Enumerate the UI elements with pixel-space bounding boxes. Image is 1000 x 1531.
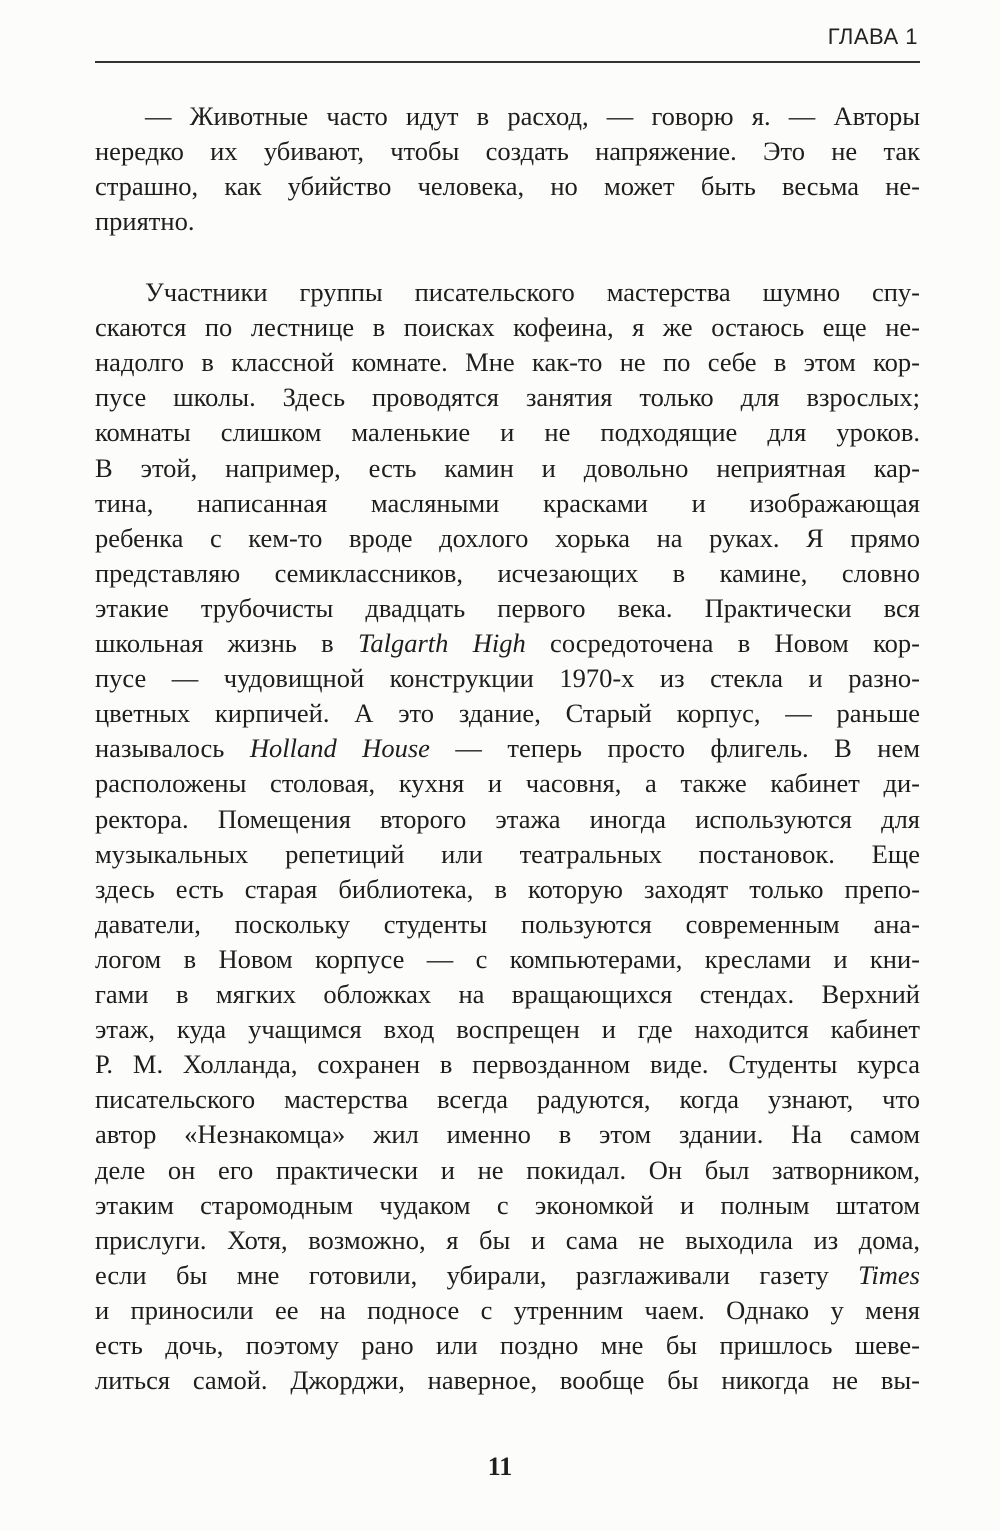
text-segment: этаж, куда учащимся вход воспрещен и где находится кабинет: [95, 1014, 920, 1045]
text-segment: приятно.: [95, 206, 195, 237]
text-line: [95, 696, 920, 731]
text-segment: литься самой. Джорджи, наверное, вообще бы никогда не вы-: [95, 1365, 920, 1396]
text-line: [95, 1117, 920, 1152]
text-segment: расположены столовая, кухня и часовня, а также кабинет ди-: [95, 768, 920, 799]
text-line: [95, 907, 920, 942]
text-line: [95, 415, 920, 450]
text-segment: Участники группы писательского мастерства шумно спу-: [145, 277, 920, 307]
italic-segment: Times: [858, 1259, 920, 1290]
text-segment: если бы мне готовили, убирали, разглаживали газету: [95, 1259, 859, 1290]
text-segment: есть дочь, поэтому рано или поздно мне бы пришлось шеве-: [95, 1330, 920, 1360]
text-segment: пусе — чудовищной конструкции 1970-х из стекла и разно-: [95, 663, 920, 694]
text-segment: надолго в классной комнате. Мне как-то не по себе в этом кор-: [95, 347, 920, 378]
text-line: [95, 486, 920, 521]
text-line: [95, 766, 920, 801]
text-segment: музыкальных репетиций или театральных постановок. Еще: [95, 838, 920, 869]
text-line: [95, 204, 920, 239]
text-segment: — Животные часто идут в расход, — говорю я. — Авторы: [145, 101, 920, 131]
text-segment: В этой, например, есть камин и довольно неприятная кар-: [95, 452, 920, 483]
text-line: [95, 802, 920, 837]
text-line: [95, 556, 920, 591]
text-line: [95, 661, 920, 696]
text-segment: тина, написанная масляными красками и изображающая: [95, 487, 920, 518]
page-number: 11: [487, 1452, 513, 1481]
text-line: [95, 1188, 920, 1223]
text-segment: комнаты слишком маленькие и не подходящие для уроков.: [95, 417, 920, 448]
italic-segment: Holland House: [249, 733, 430, 764]
text-line: [95, 731, 920, 766]
text-line: [95, 451, 920, 486]
text-line: [95, 1047, 920, 1082]
text-segment: прислуги. Хотя, возможно, я бы и сама не выходила из дома,: [95, 1224, 920, 1255]
text-line: [95, 942, 920, 977]
text-segment: и приносили ее на подносе с утренним чаем. Однако у меня: [95, 1294, 920, 1325]
text-line: [95, 1363, 920, 1398]
text-segment: этакие трубочисты двадцать первого века. Практически вся: [95, 592, 920, 623]
text-line: [95, 1153, 920, 1188]
text-segment: называлось: [95, 733, 250, 764]
text-segment: гами в мягких обложках на вращающихся стендах. Верхний: [95, 979, 920, 1009]
text-segment: ребенка с кем-то вроде дохлого хорька на руках. Я прямо: [95, 522, 920, 553]
text-line: [95, 169, 920, 204]
text-line: [95, 134, 920, 169]
text-segment: школьная жизнь в: [95, 628, 359, 658]
text-segment: скаются по лестнице в поисках кофеина, я же остаюсь еще не-: [95, 312, 920, 343]
text-line: [95, 1293, 920, 1328]
text-line: [95, 872, 920, 907]
text-line: [95, 1082, 920, 1117]
text-segment: здесь есть старая библиотека, в которую заходят только препо-: [95, 873, 920, 904]
text-line: [95, 1012, 920, 1047]
text-segment: писательского мастерства всегда радуются, когда узнают, что: [95, 1084, 920, 1115]
text-segment: пусе школы. Здесь проводятся занятия только для взрослых;: [95, 382, 920, 413]
text-line: [95, 1223, 920, 1258]
text-line: [95, 310, 920, 345]
text-segment: даватели, поскольку студенты пользуются современным ана-: [95, 908, 920, 939]
text-line: [95, 591, 920, 626]
text-segment: — теперь просто флигель. В нем: [429, 733, 921, 764]
text-line: [145, 275, 920, 310]
text-line: [95, 380, 920, 415]
header-rule: [95, 61, 920, 63]
text-segment: логом в Новом корпусе — с компьютерами, креслами и кни-: [95, 943, 920, 974]
text-segment: автор «Незнакомца» жил именно в этом здании. На самом: [95, 1119, 920, 1150]
text-segment: этаким старомодным чудаком с экономкой и полным штатом: [95, 1189, 920, 1220]
text-segment: Р. М. Холланда, сохранен в первозданном виде. Студенты курса: [95, 1049, 920, 1080]
text-segment: деле он его практически и не покидал. Он был затворником,: [95, 1154, 920, 1185]
text-line: [95, 521, 920, 556]
text-line: [95, 1328, 920, 1363]
text-segment: цветных кирпичей. А это здание, Старый корпус, — раньше: [95, 698, 920, 729]
text-line: [95, 626, 920, 661]
text-line: [95, 345, 920, 380]
text-segment: представляю семиклассников, исчезающих в камине, словно: [95, 557, 920, 588]
text-segment: страшно, как убийство человека, но может быть весьма не-: [95, 171, 920, 202]
text-segment: ректора. Помещения второго этажа иногда используются для: [95, 803, 920, 834]
running-header-chapter: ГЛАВА 1: [827, 24, 918, 49]
text-line: [95, 837, 920, 872]
text-segment: сосредоточена в Новом кор-: [525, 628, 920, 658]
text-segment: нередко их убивают, чтобы создать напряжение. Это не так: [95, 136, 920, 167]
text-line: [95, 977, 920, 1012]
italic-segment: Talgarth High: [358, 628, 526, 658]
text-line: [95, 1258, 920, 1293]
text-line: [145, 99, 920, 134]
